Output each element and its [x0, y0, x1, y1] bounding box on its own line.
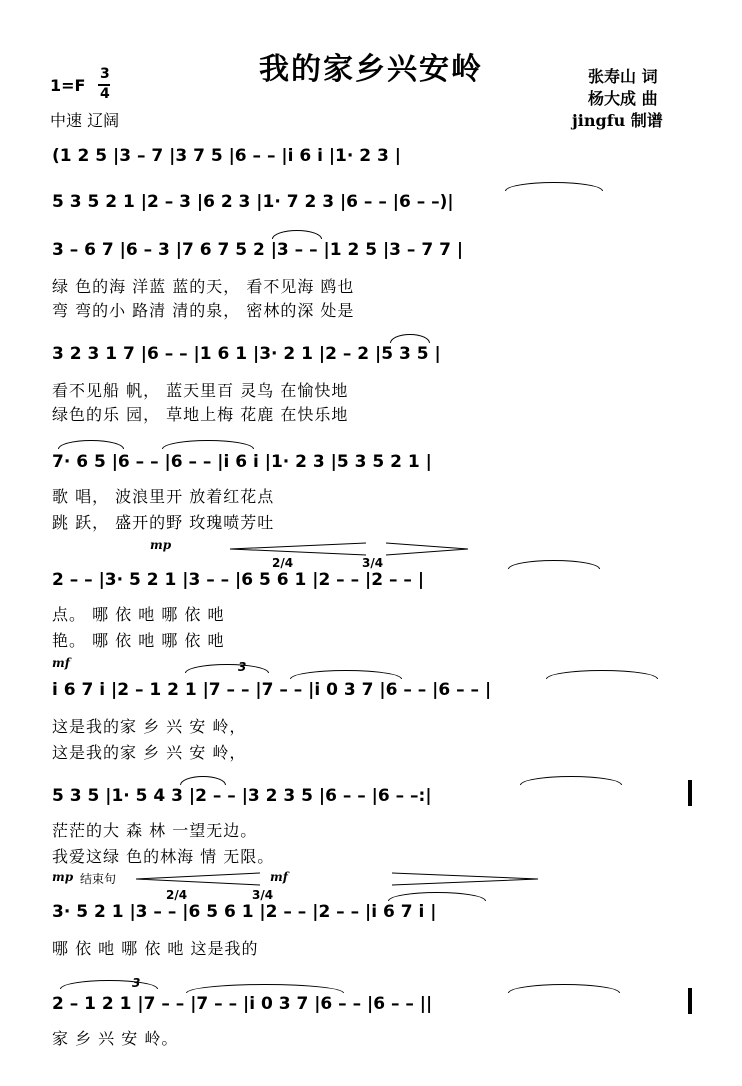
- dynamic-marking: mf: [52, 656, 70, 670]
- tie-slur: [60, 980, 158, 989]
- lyric-verse-1: 茫茫的大 森 林 一望无边。: [52, 821, 258, 840]
- triplet-mark: 3: [132, 976, 141, 990]
- tie-slur: [185, 664, 269, 673]
- notation-line-8: 5 3 5 |1· 5 4 3 |2 – – |3 2 3 5 |6 – – |6 – –:|: [52, 786, 432, 806]
- meter-change-3-4: 3/4: [252, 888, 274, 902]
- lyric-verse-2: 艳。 哪 依 吔 哪 依 吔: [52, 631, 225, 650]
- notation-line-5: 7· 6 5 |6 – – |6 – – |i 6 i |1· 2 3 |5 3 5 2 1 |: [52, 452, 432, 472]
- lyric-line: 哪 依 吔 哪 依 吔 这是我的: [52, 939, 259, 958]
- tie-slur: [388, 892, 486, 901]
- notation-line-10: 2 – 1 2 1 |7 – – |7 – – |i 0 3 7 |6 – – |6 – – ||: [52, 994, 433, 1014]
- meter-change-2-4: 2/4: [166, 888, 188, 902]
- meter-change-3-4: 3/4: [362, 556, 384, 570]
- composer-credit: 杨大成 曲: [588, 89, 658, 108]
- notation-line-3: 3 – 6 7 |6 – 3 |7 6 7 5 2 |3 – – |1 2 5 |3 – 7 7 |: [52, 240, 464, 260]
- notation-line-2: 5 3 5 2 1 |2 – 3 |6 2 3 |1· 7 2 3 |6 – – |6 – –)|: [52, 192, 454, 212]
- lyricist-credit: 张寿山 词: [588, 67, 658, 86]
- repeat-end-barline: [688, 780, 692, 806]
- triplet-mark: 3: [238, 660, 247, 674]
- tie-slur: [508, 560, 600, 569]
- dynamic-marking: mp: [150, 538, 172, 552]
- lyric-verse-1: 这是我的家 乡 兴 安 岭，: [52, 717, 247, 736]
- lyric-verse-2: 这是我的家 乡 兴 安 岭，: [52, 743, 247, 762]
- notation-line-7: i 6 7 i |2 – 1 2 1 |7 – – |7 – – |i 0 3 7 |6 – – |6 – – |: [52, 680, 492, 700]
- tie-slur: [58, 440, 124, 449]
- tempo-marking: 中速 辽阔: [50, 111, 120, 130]
- tie-slur: [180, 776, 226, 785]
- arranger-credit: jingfu 制谱: [572, 111, 663, 130]
- lyric-verse-2: 跳 跃， 盛开的野 玫瑰喷芳吐: [52, 513, 275, 532]
- lyric-verse-2: 弯 弯的小 路清 清的泉， 密林的深 处是: [52, 301, 355, 320]
- tie-slur: [186, 984, 344, 993]
- lyric-verse-2: 我爱这绿 色的林海 情 无限。: [52, 847, 275, 866]
- meter-change-2-4: 2/4: [272, 556, 294, 570]
- ending-label: 结束句: [80, 872, 117, 886]
- time-signature-bottom: 4: [100, 86, 110, 102]
- tie-slur: [390, 334, 430, 343]
- notation-line-6: 2 – – |3· 5 2 1 |3 – – |6 5 6 1 |2 – – |2 – – |: [52, 570, 425, 590]
- dynamic-marking: mp: [52, 870, 74, 884]
- notation-line-1: (1 2 5 |3 – 7 |3 7 5 |6 – – |i 6 i |1· 2 3 |: [52, 146, 401, 166]
- song-title: 我的家乡兴安岭: [259, 52, 483, 87]
- lyric-verse-1: 看不见船 帆， 蓝天里百 灵鸟 在愉快地: [52, 381, 349, 400]
- tie-slur: [272, 230, 322, 239]
- final-barline: [688, 988, 692, 1014]
- dynamic-marking: mf: [270, 870, 288, 884]
- time-signature-top: 3: [100, 66, 110, 82]
- tie-slur: [520, 776, 622, 785]
- lyric-verse-2: 绿色的乐 园， 草地上梅 花鹿 在快乐地: [52, 405, 349, 424]
- notation-line-4: 3 2 3 1 7 |6 – – |1 6 1 |3· 2 1 |2 – 2 |5 3 5 |: [52, 344, 441, 364]
- lyric-verse-1: 绿 色的海 洋蓝 蓝的天， 看不见海 鸥也: [52, 277, 355, 296]
- notation-line-9: 3· 5 2 1 |3 – – |6 5 6 1 |2 – – |2 – – |i 6 7 i |: [52, 902, 437, 922]
- lyric-verse-1: 点。 哪 依 吔 哪 依 吔: [52, 605, 225, 624]
- lyric-line: 家 乡 兴 安 岭。: [52, 1029, 179, 1048]
- tie-slur: [546, 670, 658, 679]
- crescendo-hairpin: [134, 872, 262, 886]
- key-signature: 1=F: [50, 76, 86, 95]
- tie-slur: [162, 440, 254, 449]
- tie-slur: [290, 670, 402, 679]
- decrescendo-hairpin: [384, 542, 470, 556]
- crescendo-hairpin: [228, 542, 368, 556]
- tie-slur: [505, 182, 603, 191]
- decrescendo-hairpin: [390, 872, 540, 886]
- tie-slur: [508, 984, 620, 993]
- lyric-verse-1: 歌 唱， 波浪里开 放着红花点: [52, 487, 275, 506]
